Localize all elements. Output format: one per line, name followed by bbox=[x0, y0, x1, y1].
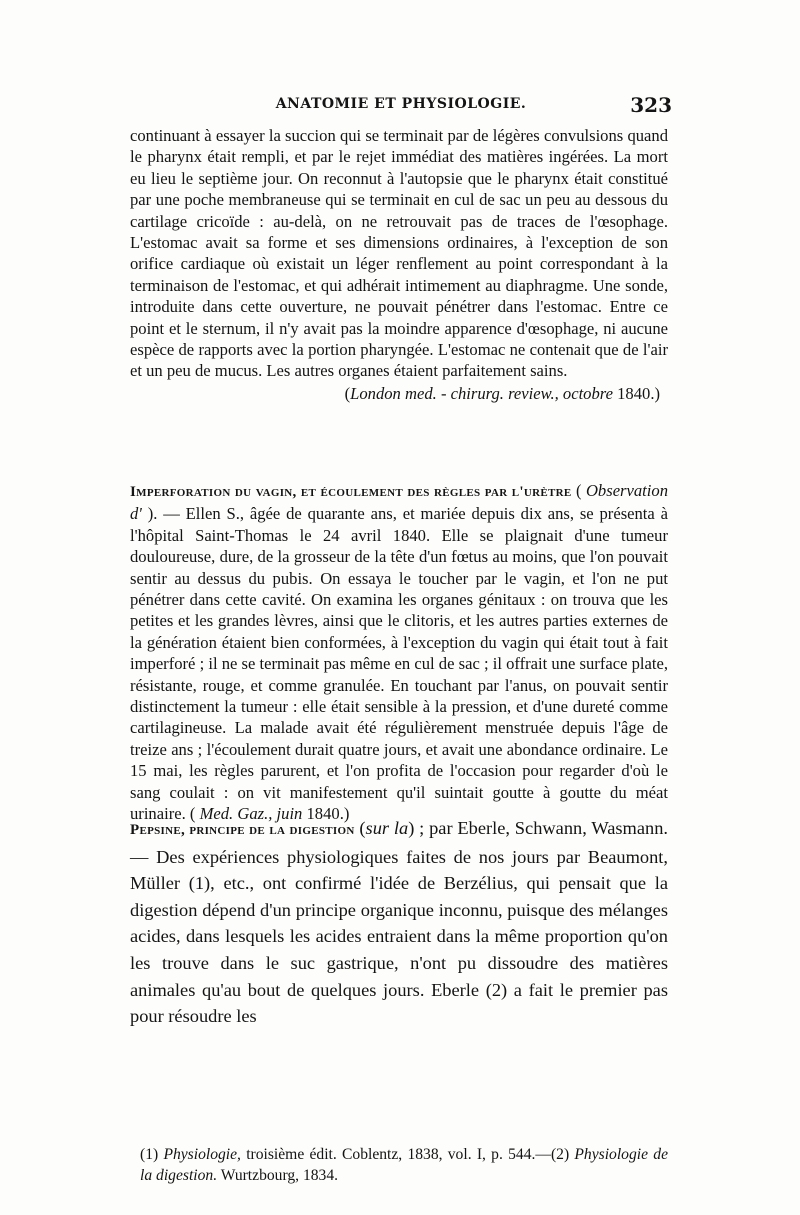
running-head bbox=[130, 93, 672, 120]
paragraph-pepsine: Pepsine, principe de la digestion (sur la) ; par Eberle, Schwann, Wasmann. — Des expériences physiologiques faites de nos jours par Beaumont, Müller (1), etc., ont confirmé l'idée de Berzélius, qui pensait que la digestion dépend d'un principe organique inconnu, puisque des mélanges acides, dans lesquels les acides entraient dans la même proportion qu'on les trouve dans le suc gastrique, n'ont pu dissoudre des matières animales qu'au bout de quelques jours. Eberle (2) a fait le premier pas pour résoudre les bbox=[130, 818, 668, 1027]
heading-sur-la: sur la bbox=[365, 818, 409, 838]
footnote-title: Physiologie, bbox=[163, 1146, 241, 1163]
section-heading: Imperforation du vagin, et écoulement des règles par l'urètre bbox=[130, 484, 572, 500]
paragraph-esophagus-case bbox=[130, 125, 668, 404]
running-title: ANATOMIE ET PHYSIOLOGIE. bbox=[275, 96, 527, 112]
page-number: 323 bbox=[630, 93, 672, 117]
source-citation: (London med. - chirurg. review., octobre 1840.) bbox=[344, 383, 660, 403]
footnote-marker: (1) bbox=[140, 1146, 164, 1163]
paragraph-body: continuant à essayer la succion qui se terminait par de légères convulsions quand le pharynx était rempli, et par le rejet immédiat des matières ingérées. La mort eu lieu le septième jour. On reconnut à l'autopsie que le pharynx était constitué par une poche membraneuse qui se terminait en cul de sac un peu au dessous du cartilage cricoïde : au-delà, on ne retrouvait pas de traces de l'œsophage. L'estomac avait sa forme et ses dimensions ordinaires, à l'exception de son orifice cardiaque où existait un léger renflement au point correspondant à la terminaison de l'estomac, et qui adhérait intimement au diaphragme. Une sonde, introduite dans cette ouverture, ne pouvait pénétrer dans l'estomac. Entre ce point et le sternum, il n'y avait pas la moindre apparence d'œsophage, ni aucune espèce de rapports avec la portion pharyngée. L'estomac ne contenait que de l'air et un peu de mucus. Les autres organes étaient parfaitement sains. bbox=[130, 126, 668, 381]
source-year: 1840.) bbox=[612, 383, 660, 403]
footnote-text: Wurtzbourg, 1834. bbox=[217, 1167, 339, 1184]
paragraph-body: — Ellen S., âgée de quarante ans, et mariée depuis dix ans, se présenta à l'hôpital Saint-Thomas le 24 avril 1840. Elle se plaignait d'une tumeur douloureuse, dure, de la grosseur de la tête d'un fœtus au moins, que l'on pouvait sentir au dessus du pubis. On essaya le toucher par le vagin, et l'on ne put pénétrer dans cette cavité. On examina les organes génitaux : on trouva que les petites et les grandes lèvres, ainsi que le clitoris, et les autres parties externes de la génération étaient bien conformées, à l'exception du vagin qui était tout à fait imperforé ; il ne se terminait pas même en cul de sac ; il offrait une surface plate, résistante, rouge, et comme granulée. En touchant par l'anus, on pouvait sentir distinctement la tumeur : elle était sensible à la pression, et d'une dureté comme cartilagineuse. La malade avait été régulièrement menstruée depuis l'âge de treize ans ; l'écoulement durait quatre jours, et avait une abondance ordinaire. Le 15 mai, les règles parurent, et l'on profita de l'occasion pour regarder d'où le sang coulait : on vit manifestement qu'il suintait goutte à goutte du méat urinaire. ( bbox=[130, 504, 668, 824]
paragraph-imperforation: Imperforation du vagin, et écoulement des règles par l'urètre ( Observation d' ). — Ellen S., âgée de quarante ans, et mariée depuis dix ans, se présenta à l'hôpital Saint-Thomas le 24 avril 1840. Elle se plaignait d'une tumeur douloureuse, dure, de la grosseur de la tête d'un fœtus au moins, que l'on pouvait sentir au dessus du pubis. On essaya le toucher par le vagin, et l'on ne put pénétrer dans cette cavité. On examina les organes génitaux : on trouva que les petites et les grandes lèvres, ainsi que le clitoris, et les autres parties externes de la génération étaient bien conformées, à l'exception du vagin qui était tout à fait imperforé ; il ne se terminait pas même en cul de sac ; il offrait une surface plate, résistante, rouge, et comme granulée. En touchant par l'anus, on pouvait sentir distinctement la tumeur : elle était sensible à la pression, et d'une dureté comme cartilagineuse. La malade avait été régulièrement menstruée depuis l'âge de treize ans ; l'écoulement durait quatre jours, et avait une abondance ordinaire. Le 15 mai, les règles parurent, et l'on profita de l'occasion pour regarder d'où le sang coulait : on vit manifestement qu'il suintait goutte à goutte du méat urinaire. ( Med. Gaz., juin 1840.) bbox=[130, 481, 668, 824]
source-journal: Med. Gaz., juin bbox=[195, 804, 303, 824]
paragraph-body: — Des expériences physiologiques faites de nos jours par Beaumont, Müller (1), etc., ont confirmé l'idée de Berzélius, qui pensait que la digestion dépend d'un principe organique inconnu, puisque des mélanges acides, dans lesquels les acides entraient dans la même proportion qu'on les trouve dans le suc gastrique, n'ont pu dissoudre des matières animales qu'au bout de quelques jours. Eberle (2) a fait le premier pas pour résoudre les bbox=[130, 846, 668, 1027]
footnotes bbox=[140, 1144, 668, 1186]
footnote-text: troisième édit. Coblentz, 1838, vol. I, p. 544.—(2) bbox=[240, 1146, 575, 1163]
section-heading: Pepsine, principe de la digestion bbox=[130, 822, 355, 838]
source-year: 1840.) bbox=[302, 804, 350, 824]
heading-observation: Observation d' bbox=[130, 481, 668, 524]
footnote-title: Physiologie de la digestion. bbox=[140, 1146, 668, 1184]
source-journal: London med. - chirurg. review., octobre bbox=[350, 383, 613, 403]
